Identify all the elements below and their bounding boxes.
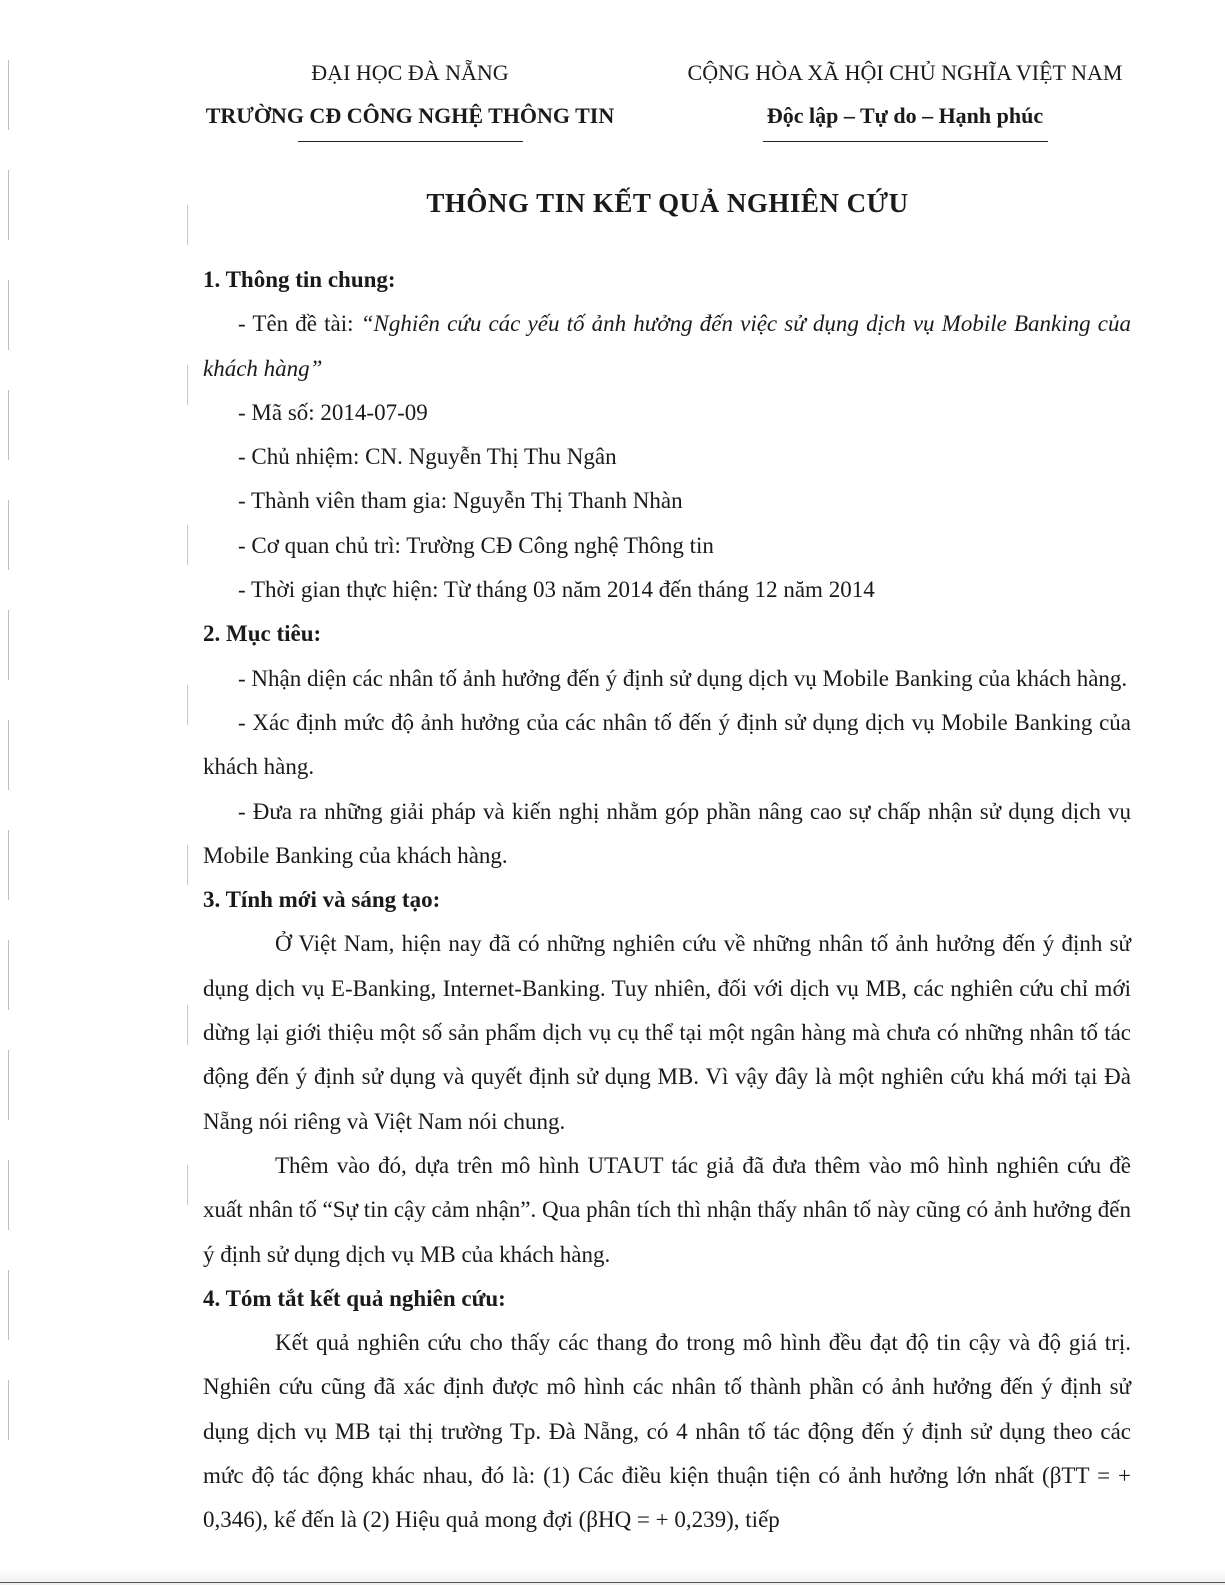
topic-label: - Tên đề tài:: [238, 311, 361, 337]
novelty-paragraph: Thêm vào đó, dựa trên mô hình UTAUT tác giả đã đưa thêm vào mô hình nghiên cứu đề xuất nhân tố “Sự tin cậy cảm nhận”. Qua phân tích thì nhận thấy nhân tố này cũng có ảnh hưởng đến ý định sử dụng dịch vụ MB của khách hàng.: [203, 1152, 1131, 1267]
header-left-underline: [298, 141, 523, 142]
section-3-heading: 3. Tính mới và sáng tạo:: [203, 887, 441, 913]
scan-bottom-edge: [0, 1582, 1225, 1583]
section-1-heading: 1. Thông tin chung:: [203, 267, 396, 292]
objective-item: - Đưa ra những giải pháp và kiến nghị nhằm góp phần nâng cao sự chấp nhận sử dụng dịch vụ Mobile Banking của khách hàng.: [203, 798, 1131, 868]
scan-artifact-left-edge: [8, 60, 9, 1440]
host-agency: - Cơ quan chủ trì: Trường CĐ Công nghệ Thông tin: [238, 532, 714, 558]
topic-line: [203, 302, 1131, 391]
scan-artifact-margin: [187, 205, 188, 1305]
novelty-paragraph: Ở Việt Nam, hiện nay đã có những nghiên cứu về những nhân tố ảnh hưởng đến ý định sử dụng dịch vụ E-Banking, Internet-Banking. Tuy nhiên, đối với dịch vụ MB, các nghiên cứu chỉ mới dừng lại giới thiệu một số sản phẩm dịch vụ cụ thể tại một ngân hàng mà chưa có những nhân tố tác động đến ý định sử dụng và quyết định sử dụng MB. Vì vậy đây là một nghiên cứu khá mới tại Đà Nẵng nói riêng và Việt Nam nói chung.: [203, 931, 1131, 1134]
project-duration: - Thời gian thực hiện: Từ tháng 03 năm 2014 đến tháng 12 năm 2014: [238, 577, 875, 603]
project-leader: - Chủ nhiệm: CN. Nguyễn Thị Thu Ngân: [238, 444, 617, 470]
objective-item: - Nhận diện các nhân tố ảnh hưởng đến ý định sử dụng dịch vụ Mobile Banking của khách hàng.: [238, 665, 1128, 691]
objective-item: - Xác định mức độ ảnh hưởng của các nhân tố đến ý định sử dụng dịch vụ Mobile Banking của khách hàng.: [203, 709, 1131, 780]
section-2-heading: 2. Mục tiêu:: [203, 621, 322, 647]
project-member: - Thành viên tham gia: Nguyễn Thị Thanh Nhàn: [238, 488, 683, 514]
document-title: THÔNG TIN KẾT QUẢ NGHIÊN CỨU: [426, 188, 909, 218]
topic-value: “Nghiên cứu các yếu tố ảnh hưởng đến việc sử dụng dịch vụ Mobile Banking của khách hàng”: [203, 311, 1131, 381]
header-right-block: [680, 58, 1130, 142]
project-code: - Mã số: 2014-07-09: [238, 399, 428, 425]
national-motto: Độc lập – Tự do – Hạnh phúc: [766, 103, 1044, 128]
results-paragraph: Kết quả nghiên cứu cho thấy các thang đo trong mô hình đều đạt độ tin cậy và độ giá trị. Nghiên cứu cũng đã xác định được mô hình các nhân tố thành phần có ảnh hưởng đến ý định sử dụng dịch vụ MB tại thị trường Tp. Đà Nẵng, có 4 nhân tố tác động đến ý định sử dụng theo các mức độ tác động khác nhau, đó là: (1) Các điều kiện thuận tiện có ảnh hưởng lớn nhất (βTT = + 0,346), kế đến là (2) Hiệu quả mong đợi (βHQ = + 0,239), tiếp: [203, 1330, 1131, 1533]
header-right-underline: [763, 141, 1048, 142]
university-name: ĐẠI HỌC ĐÀ NẴNG: [311, 60, 509, 85]
country-name: CỘNG HÒA XÃ HỘI CHỦ NGHĨA VIỆT NAM: [687, 60, 1123, 85]
document-body: [203, 258, 1131, 1543]
header-left-block: [190, 58, 630, 142]
college-name: TRƯỜNG CĐ CÔNG NGHỆ THÔNG TIN: [205, 103, 615, 128]
section-4-heading: 4. Tóm tắt kết quả nghiên cứu:: [203, 1285, 506, 1311]
